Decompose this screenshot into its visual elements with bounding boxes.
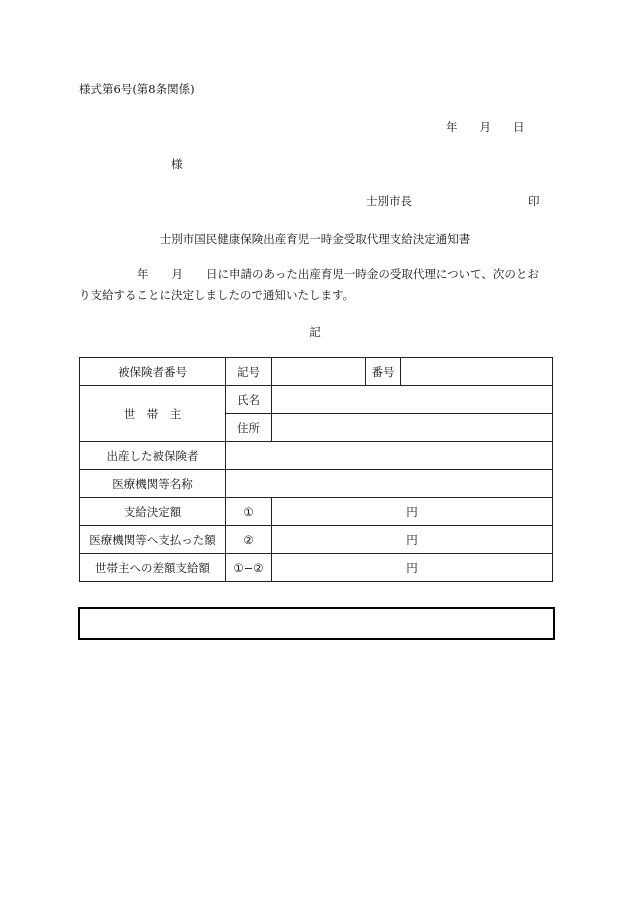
table-row [80, 554, 553, 582]
body-line-2: り支給することに決定しましたので通知いたします。 [79, 288, 355, 302]
address-field[interactable] [272, 414, 553, 442]
amount-label: 医療機関等へ支払った額 [80, 526, 226, 554]
table-row [80, 358, 553, 386]
date-day: 日 [513, 120, 525, 134]
yen-unit: 円 [406, 532, 418, 547]
notice-table [79, 357, 553, 582]
body-line-1: 年 月 日に申請のあった出産育児一時金の受取代理について、次のとお [137, 267, 539, 281]
date-year: 年 [446, 120, 458, 134]
sender-title: 士別市長 [366, 194, 412, 208]
number-label: 番号 [366, 358, 401, 386]
medical-institution-label: 医療機関等名称 [80, 470, 226, 498]
amount-field[interactable] [272, 554, 553, 582]
address-label: 住所 [226, 414, 272, 442]
number-field[interactable] [401, 358, 553, 386]
table-row [80, 470, 553, 498]
date-month: 月 [479, 120, 491, 134]
amount-mark: ① [226, 498, 272, 526]
date-line [446, 119, 525, 135]
name-label: 氏名 [226, 386, 272, 414]
symbol-label: 記号 [226, 358, 272, 386]
symbol-field[interactable] [272, 358, 366, 386]
seal-mark: 印 [528, 194, 540, 208]
medical-institution-field[interactable] [226, 470, 553, 498]
insured-number-label: 被保険者番号 [80, 358, 226, 386]
document-title: 士別市国民健康保険出産育児一時金受取代理支給決定通知書 [159, 232, 471, 246]
difference-row-highlight [78, 607, 555, 640]
amount-mark: ② [226, 526, 272, 554]
amount-field[interactable] [272, 498, 553, 526]
table-row [80, 526, 553, 554]
table-row [80, 386, 553, 414]
yen-unit: 円 [406, 560, 418, 575]
addressee-suffix: 様 [171, 157, 183, 171]
birth-insured-field[interactable] [226, 442, 553, 470]
table-row [80, 498, 553, 526]
yen-unit: 円 [406, 504, 418, 519]
amount-field[interactable] [272, 526, 553, 554]
amount-mark: ①−② [226, 554, 272, 582]
ki-label: 記 [309, 325, 321, 339]
household-head-label: 世 帯 主 [80, 386, 226, 442]
name-field[interactable] [272, 386, 553, 414]
amount-label: 支給決定額 [80, 498, 226, 526]
amount-label: 世帯主への差額支給額 [80, 554, 226, 582]
form-number: 様式第6号(第8条関係) [79, 82, 195, 96]
table-row [80, 442, 553, 470]
birth-insured-label: 出産した被保険者 [80, 442, 226, 470]
